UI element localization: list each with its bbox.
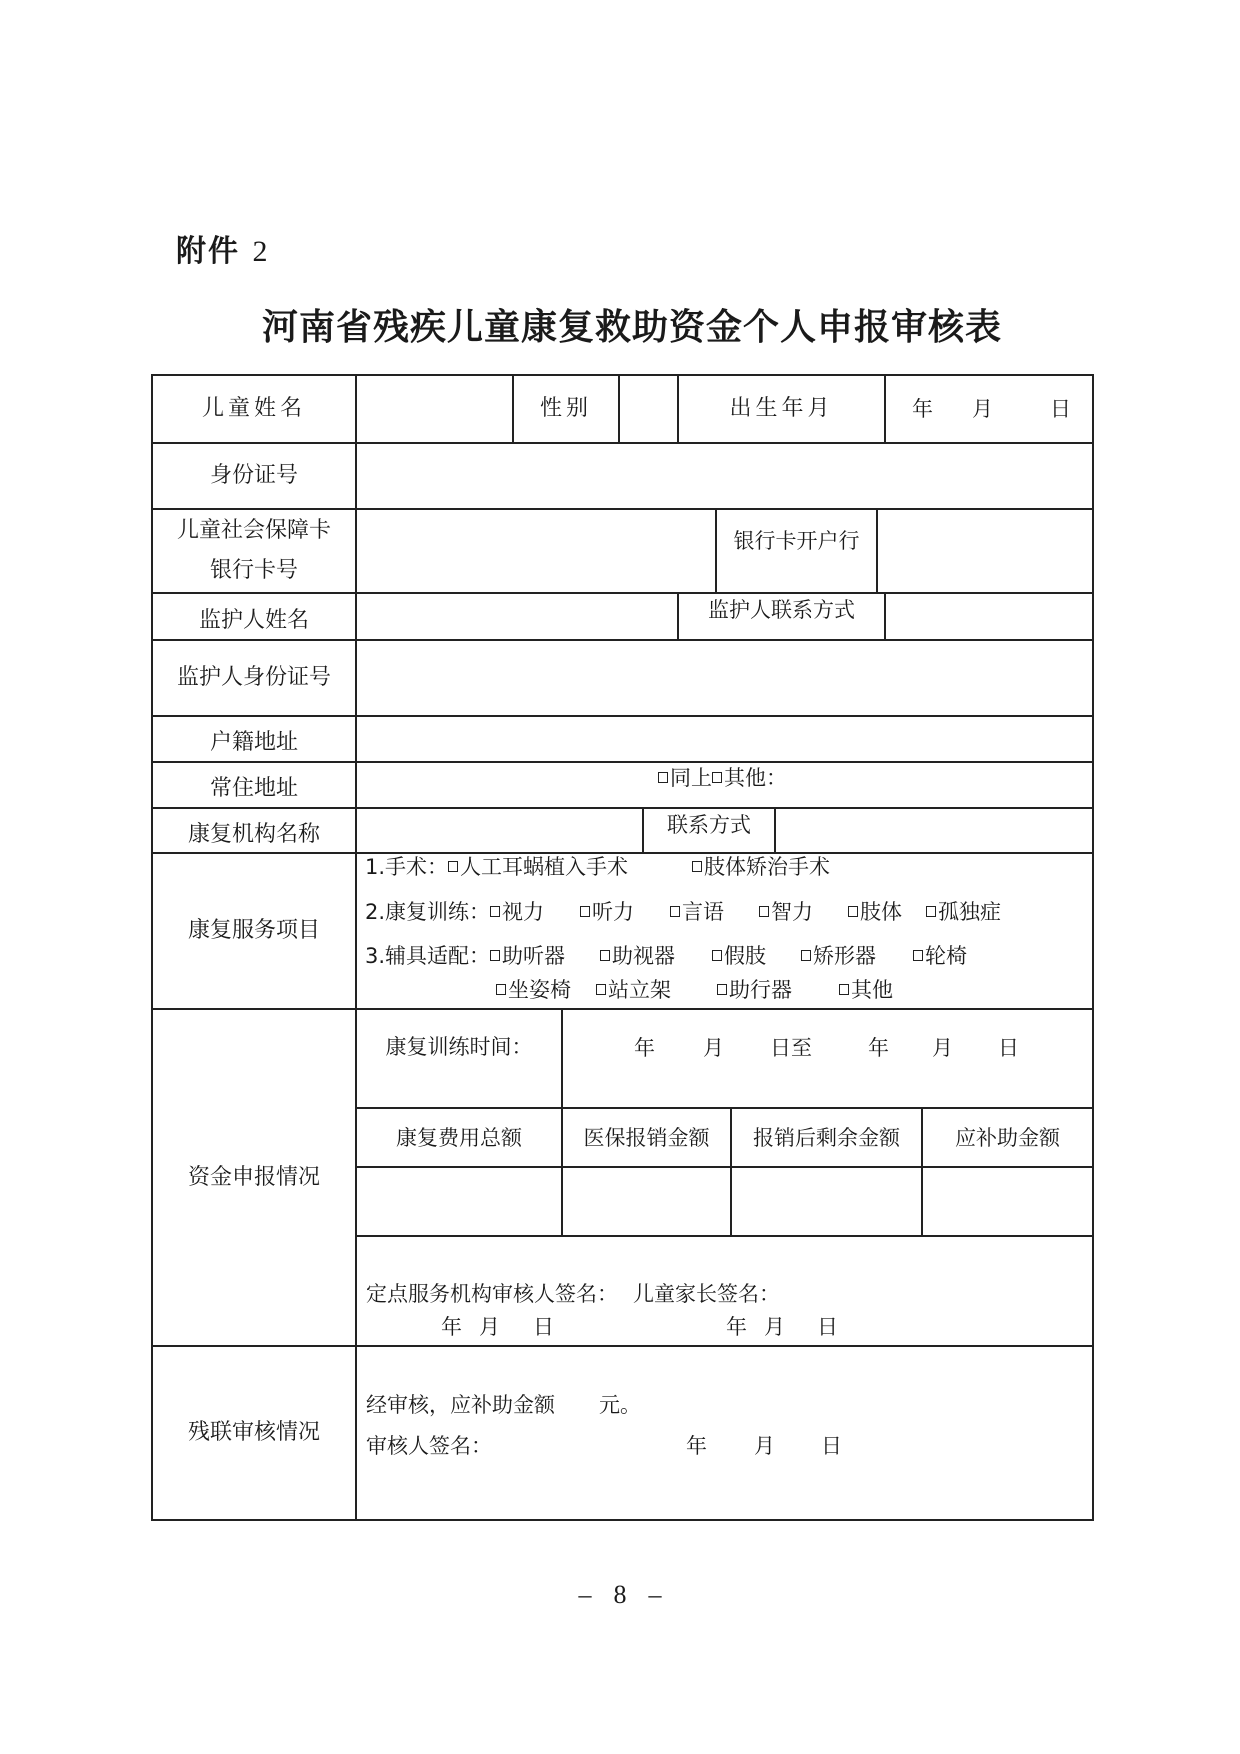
checkbox-icon[interactable] [496, 984, 506, 995]
amount-insurance-field[interactable] [563, 1168, 730, 1235]
service-option[interactable]: 助听器 [490, 941, 600, 971]
bank-card-label-line2: 银行卡号 [209, 558, 298, 583]
service-option[interactable]: 助行器 [717, 975, 839, 1005]
date-unit: 月 [764, 1315, 785, 1339]
service-group-training [365, 897, 1001, 927]
review-label: 残联审核情况 [187, 1420, 320, 1445]
checkbox-icon[interactable] [712, 950, 722, 961]
birth-date-label: 出生年月 [729, 396, 834, 421]
checkbox-icon[interactable] [717, 984, 727, 995]
child-name-label: 儿童姓名 [201, 396, 306, 421]
attachment-label [176, 232, 269, 272]
gender-label: 性别 [539, 396, 592, 421]
guardian-name-label: 监护人姓名 [198, 607, 309, 633]
checkbox-icon[interactable] [580, 906, 590, 917]
bank-branch-label: 银行卡开户行 [733, 529, 860, 553]
institution-contact-label: 联系方式 [667, 813, 751, 837]
service-group-title: 2.康复训练： [365, 900, 491, 924]
service-option[interactable]: 肢体 [848, 897, 926, 927]
date-unit: 年 [686, 1434, 707, 1458]
date-unit: 日 [533, 1315, 554, 1339]
service-option[interactable]: 视力 [490, 897, 580, 927]
institution-contact-field[interactable] [776, 809, 1092, 852]
child-name-field[interactable] [357, 376, 512, 442]
amount-header-remaining: 报销后剩余金额 [753, 1125, 900, 1150]
service-group-title: 1.手术： [365, 855, 449, 879]
period-unit: 月 [932, 1036, 953, 1060]
guardian-contact-label: 监护人联系方式 [708, 598, 855, 622]
service-option[interactable]: 言语 [670, 897, 759, 927]
checkbox-icon[interactable] [490, 906, 500, 917]
service-option[interactable]: 假肢 [712, 941, 801, 971]
checkbox-icon[interactable] [839, 984, 849, 995]
table-border-right [1092, 374, 1094, 1521]
amount-header-insurance: 医保报销金额 [583, 1125, 710, 1150]
service-option[interactable]: 助视器 [600, 941, 712, 971]
guardian-contact-field[interactable] [886, 594, 1092, 639]
reviewer-signature-label: 审核人签名： [366, 1434, 492, 1458]
service-option[interactable]: 坐姿椅 [496, 975, 596, 1005]
service-group-assistive-continued [496, 975, 893, 1005]
period-unit: 年 [868, 1036, 889, 1060]
attachment-label-text: 附件 [176, 234, 240, 269]
institution-name-field[interactable] [357, 809, 642, 852]
checkbox-icon[interactable] [712, 772, 722, 783]
date-unit: 日 [817, 1315, 838, 1339]
residence-options [658, 763, 787, 793]
residence-option-other[interactable]: 其他： [712, 763, 787, 793]
date-unit: 月 [479, 1315, 500, 1339]
checkbox-icon[interactable] [670, 906, 680, 917]
service-group-title: 3.辅具适配： [365, 944, 491, 968]
residence-address-label: 常住地址 [209, 776, 298, 801]
household-address-field[interactable] [357, 717, 1092, 761]
checkbox-icon[interactable] [600, 950, 610, 961]
checkbox-icon[interactable] [692, 861, 702, 872]
checkbox-icon[interactable] [658, 772, 668, 783]
table-border-bottom [151, 1519, 1094, 1521]
services-label: 康复服务项目 [187, 918, 320, 943]
date-unit: 日 [821, 1434, 842, 1458]
approved-amount-field[interactable] [555, 1388, 599, 1412]
service-option[interactable]: 听力 [580, 897, 670, 927]
residence-option-same[interactable]: 同上 [658, 763, 712, 793]
page-number-value: 8 [613, 1580, 627, 1609]
bank-card-label-line1: 儿童社会保障卡 [176, 518, 331, 543]
training-period-label: 康复训练时间： [385, 1035, 533, 1059]
approved-amount-prefix: 经审核，应补助金额 [366, 1393, 555, 1417]
checkbox-icon[interactable] [926, 906, 936, 917]
bank-card-label [153, 510, 355, 592]
period-unit: 日 [998, 1036, 1019, 1060]
guardian-id-field[interactable] [357, 641, 1092, 715]
checkbox-icon[interactable] [801, 950, 811, 961]
page-number [0, 1578, 1240, 1612]
service-option[interactable]: 矫形器 [801, 941, 913, 971]
institution-name-label: 康复机构名称 [187, 821, 320, 847]
date-unit: 年 [441, 1315, 462, 1339]
service-option[interactable]: 人工耳蜗植入手术 [448, 852, 628, 882]
page-title: 河南省残疾儿童康复救助资金个人申报审核表 [261, 306, 1002, 348]
guardian-name-field[interactable] [357, 594, 677, 639]
id-number-field[interactable] [357, 444, 1092, 508]
attachment-number: 2 [252, 235, 270, 268]
amount-header-subsidy: 应补助金额 [955, 1125, 1060, 1150]
service-option[interactable]: 其他 [839, 975, 893, 1005]
checkbox-icon[interactable] [759, 906, 769, 917]
period-unit: 年 [634, 1036, 655, 1060]
birth-year-unit: 年 [912, 397, 933, 421]
amount-total-field[interactable] [357, 1168, 561, 1235]
amount-subsidy-field[interactable] [923, 1168, 1092, 1235]
date-unit: 月 [754, 1434, 775, 1458]
bank-card-number-field[interactable] [357, 510, 715, 592]
service-option[interactable]: 智力 [759, 897, 848, 927]
service-group-assistive [365, 941, 967, 971]
household-address-label: 户籍地址 [209, 730, 298, 755]
checkbox-icon[interactable] [596, 984, 606, 995]
period-unit: 月 [703, 1036, 724, 1060]
checkbox-icon[interactable] [448, 861, 458, 872]
approved-amount-text [366, 1388, 641, 1420]
service-option[interactable]: 站立架 [596, 975, 717, 1005]
page-dash: – [578, 1580, 592, 1609]
page-dash: – [648, 1580, 662, 1609]
funding-label: 资金申报情况 [187, 1164, 320, 1190]
approved-amount-suffix: 元。 [599, 1393, 641, 1417]
service-option[interactable]: 轮椅 [913, 941, 967, 971]
institution-signature-label: 定点服务机构审核人签名： [366, 1282, 618, 1306]
gender-field[interactable] [620, 376, 677, 442]
service-option[interactable]: 肢体矫治手术 [692, 852, 830, 882]
date-unit: 年 [726, 1315, 747, 1339]
bank-branch-field[interactable] [878, 510, 1092, 592]
checkbox-icon[interactable] [490, 950, 500, 961]
amount-header-total: 康复费用总额 [396, 1125, 522, 1150]
parent-signature-label: 儿童家长签名： [633, 1282, 780, 1306]
guardian-id-label: 监护人身份证号 [176, 665, 331, 690]
id-number-label: 身份证号 [209, 463, 298, 488]
birth-day-unit: 日 [1050, 397, 1071, 421]
service-group-surgery [365, 852, 830, 882]
birth-month-unit: 月 [972, 397, 993, 421]
checkbox-icon[interactable] [913, 950, 923, 961]
service-option[interactable]: 孤独症 [926, 897, 1001, 927]
period-unit: 日至 [770, 1036, 812, 1060]
checkbox-icon[interactable] [848, 906, 858, 917]
amount-remaining-field[interactable] [732, 1168, 921, 1235]
